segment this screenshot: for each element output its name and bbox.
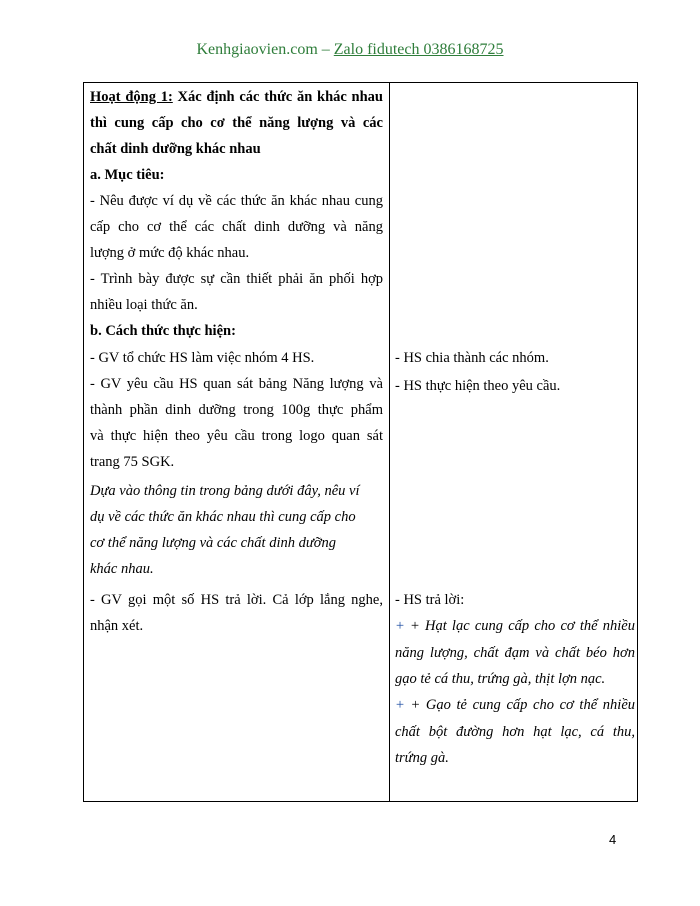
answer-2-plus: + <box>395 697 405 713</box>
activity-title-text: Xác định các thức ăn khác nhau <box>177 89 383 105</box>
header-separator: – <box>321 41 330 58</box>
activity-label: Hoạt động 1: <box>90 89 173 105</box>
contact-link[interactable]: Zalo fidutech 0386168725 <box>333 41 504 58</box>
question-line-d: khác nhau. <box>90 561 154 577</box>
answer-2a-text: + Gạo tẻ cung cấp cho cơ thể nhiều <box>410 697 636 713</box>
page-header <box>0 41 700 59</box>
response-2: - HS thực hiện theo yêu cầu. <box>395 378 561 394</box>
activity-title-line-3: chất dinh dưỡng khác nhau <box>90 141 261 157</box>
answer-2a <box>395 692 635 718</box>
step-3a: - GV gọi một số HS trả lời. Cả lớp lắng nghe, <box>90 592 383 608</box>
page-number: 4 <box>609 832 617 847</box>
objective-2b: nhiều loại thức ăn. <box>90 297 198 313</box>
response-1: - HS chia thành các nhóm. <box>395 350 549 366</box>
step-2a: - GV yêu cầu HS quan sát bảng Năng lượng và <box>90 376 383 392</box>
answer-1c: gạo tẻ cá thu, trứng gà, thịt lợn nạc. <box>395 671 606 687</box>
objective-2a: - Trình bày được sự cần thiết phải ăn phối hợp <box>90 271 383 287</box>
step-2d: trang 75 SGK. <box>90 454 175 470</box>
question-line-a: Dựa vào thông tin trong bảng dưới đây, nêu ví <box>90 483 360 499</box>
answer-1a <box>395 613 635 639</box>
step-2b: thành phần dinh dưỡng trong 100g thực phẩm <box>90 402 383 418</box>
response-3: - HS trả lời: <box>395 592 465 608</box>
objective-1c: lượng ở mức độ khác nhau. <box>90 245 250 261</box>
answer-1a-text: + Hạt lạc cung cấp cho cơ thể nhiều <box>410 618 635 634</box>
activity-title-line-2: thì cung cấp cho cơ thể năng lượng và các <box>90 115 383 131</box>
answer-2b: chất bột đường hơn hạt lạc, cá thu, <box>395 724 635 740</box>
question-line-c: cơ thể năng lượng và các chất dinh dưỡng <box>90 535 337 551</box>
column-divider <box>389 83 390 801</box>
answer-2c: trứng gà. <box>395 750 449 766</box>
answer-1-plus: + <box>395 618 405 634</box>
step-2c: và thực hiện theo yêu cầu trong logo quan sát <box>90 428 383 444</box>
objective-1b: cấp cho cơ thể các chất dinh dưỡng và năng <box>90 219 383 235</box>
answer-1b: năng lượng, chất đạm và chất béo hơn <box>395 645 635 661</box>
objective-1a: - Nêu được ví dụ về các thức ăn khác nhau cung <box>90 193 383 209</box>
step-1: - GV tổ chức HS làm việc nhóm 4 HS. <box>90 350 315 366</box>
method-heading: b. Cách thức thực hiện: <box>90 323 236 339</box>
activity-title-line-1 <box>90 84 383 110</box>
question-line-b: dụ về các thức ăn khác nhau thì cung cấp cho <box>90 509 356 525</box>
site-link[interactable]: Kenhgiaovien.com <box>196 41 318 58</box>
objective-heading: a. Mục tiêu: <box>90 167 165 183</box>
lesson-table <box>83 82 638 802</box>
step-3b: nhận xét. <box>90 618 144 634</box>
